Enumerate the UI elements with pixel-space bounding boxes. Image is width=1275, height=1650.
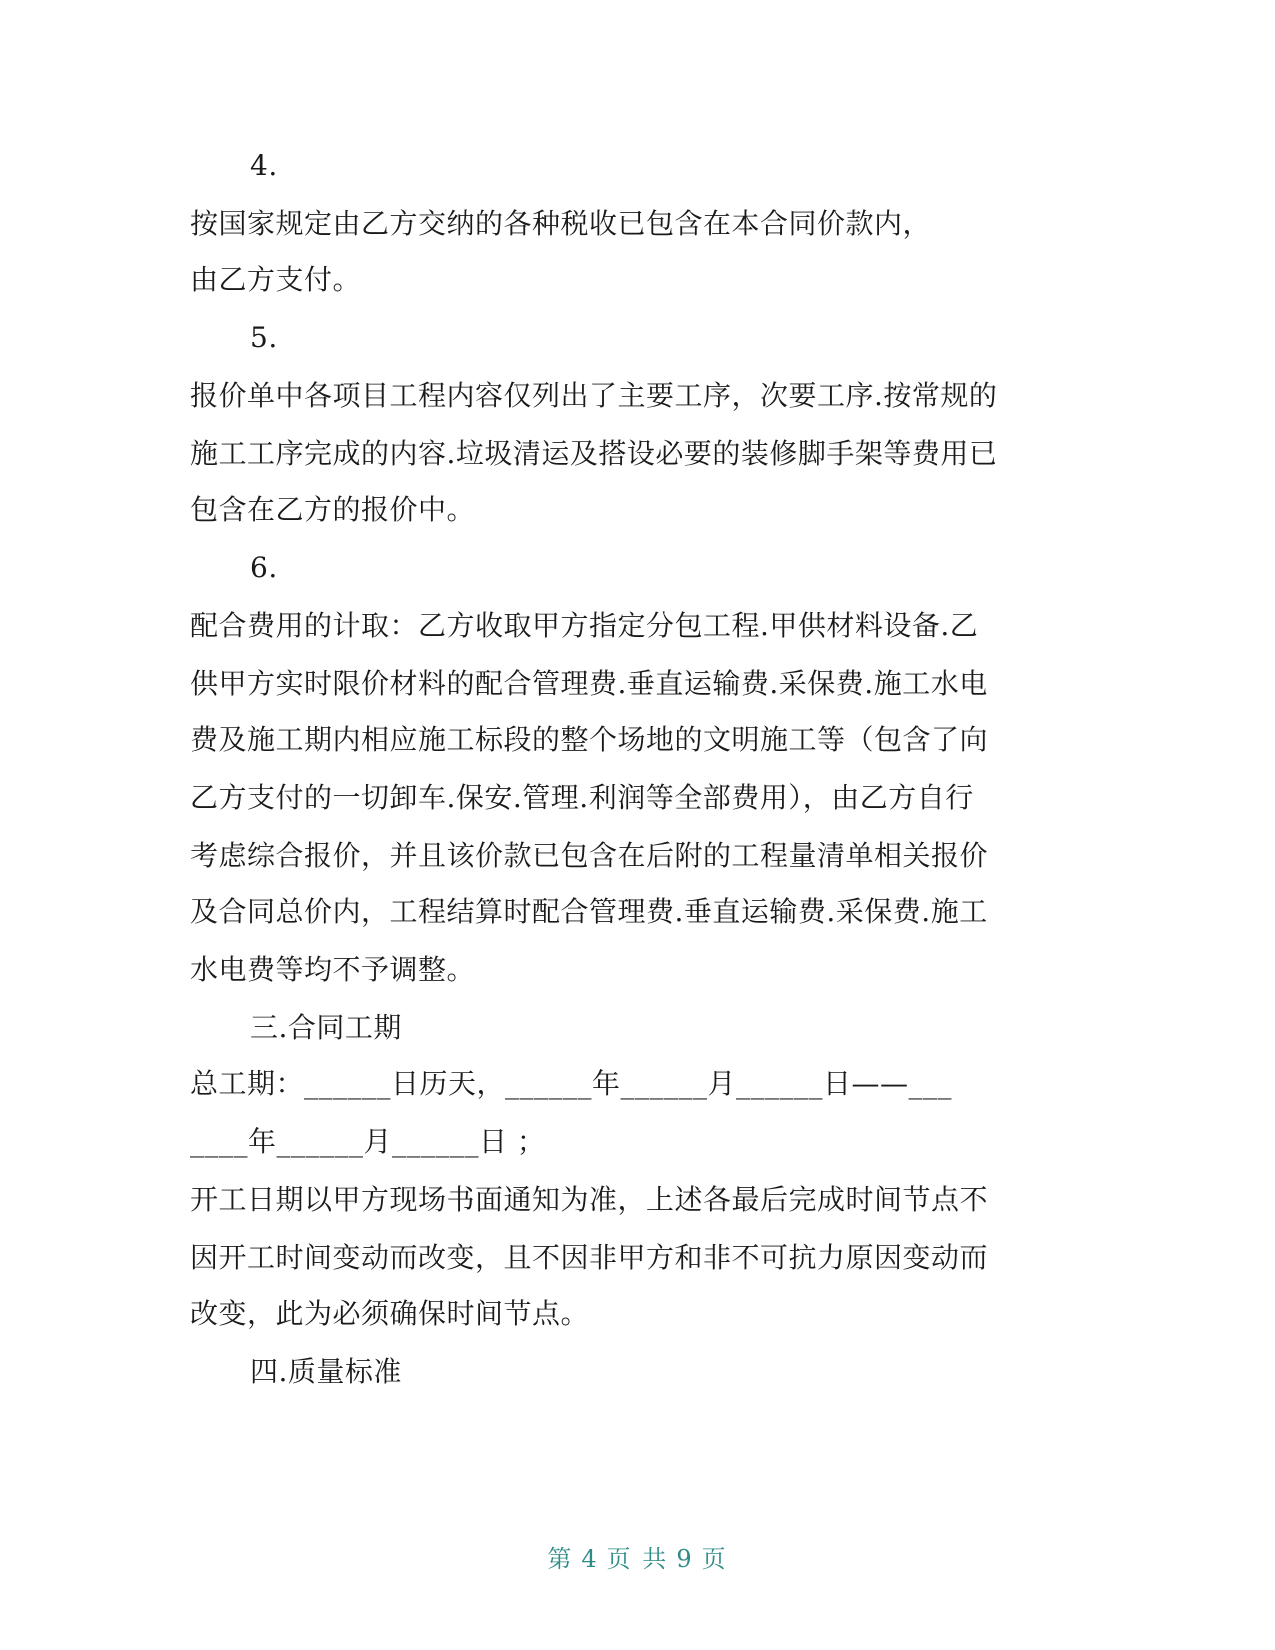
page-footer	[0, 1542, 1275, 1576]
text-line: 及合同总价内，工程结算时配合管理费.垂直运输费.采保费.施工	[190, 895, 988, 928]
text-line: 因开工时间变动而改变，且不因非甲方和非不可抗力原因变动而	[190, 1241, 989, 1274]
text-line: 配合费用的计取：乙方收取甲方指定分包工程.甲供材料设备.乙	[190, 609, 979, 642]
text-line: 包含在乙方的报价中。	[190, 493, 476, 526]
section-heading: 四.质量标准	[250, 1355, 402, 1388]
page-label-mid: 页 共	[606, 1545, 669, 1573]
text-line: 开工日期以甲方现场书面通知为准，上述各最后完成时间节点不	[190, 1183, 989, 1216]
text-line: 考虑综合报价，并且该价款已包含在后附的工程量清单相关报价	[190, 839, 989, 872]
page-label-prefix: 第	[547, 1545, 574, 1573]
section-heading: 三.合同工期	[250, 1011, 402, 1044]
paragraph-number: 4.	[250, 149, 278, 182]
text-line: 报价单中各项目工程内容仅列出了主要工序，次要工序.按常规的	[190, 379, 998, 412]
text-line: 改变，此为必须确保时间节点。	[190, 1297, 590, 1330]
text-line: 费及施工期内相应施工标段的整个场地的文明施工等（包含了向	[190, 723, 989, 756]
text-line: 总工期：______日历天，______年______月______日——___	[190, 1067, 953, 1100]
text-line: 水电费等均不予调整。	[190, 953, 476, 986]
current-page-number: 4	[581, 1545, 599, 1573]
paragraph-number: 6.	[250, 551, 278, 584]
text-line: 按国家规定由乙方交纳的各种税收已包含在本合同价款内，	[190, 207, 932, 240]
total-pages-number: 9	[676, 1545, 694, 1573]
text-line: 由乙方支付。	[190, 263, 362, 296]
text-line: 供甲方实时限价材料的配合管理费.垂直运输费.采保费.施工水电	[190, 667, 988, 700]
text-line: 乙方支付的一切卸车.保安.管理.利润等全部费用），由乙方自行	[190, 781, 974, 814]
text-line: 施工工序完成的内容.垃圾清运及搭设必要的装修脚手架等费用已	[190, 437, 998, 470]
page-label-suffix: 页	[701, 1545, 728, 1573]
paragraph-number: 5.	[250, 321, 278, 354]
text-line: ____年______月______日 ；	[190, 1125, 546, 1158]
